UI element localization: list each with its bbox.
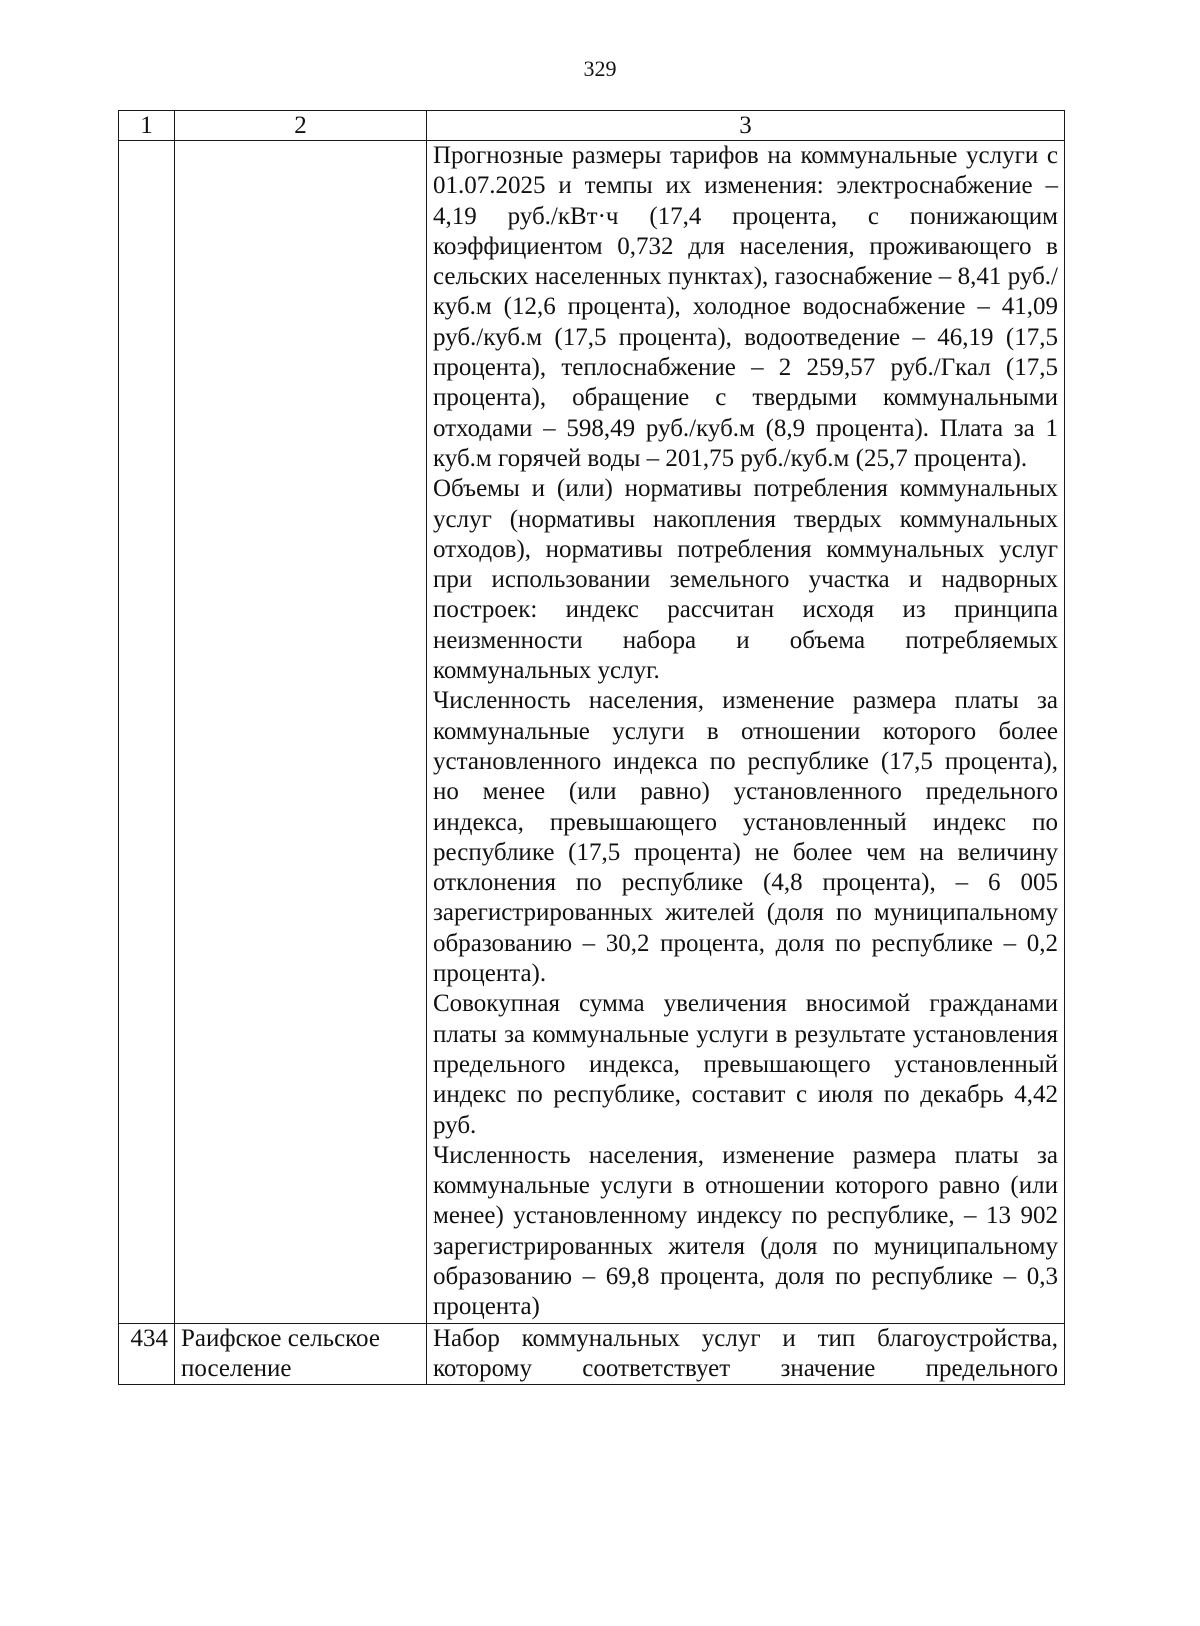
column-header-2: 2 — [175, 111, 427, 141]
table-row-continuation — [119, 141, 1065, 1324]
column-header-1: 1 — [119, 111, 175, 141]
row-number-cell — [119, 141, 175, 1324]
paragraph-utility-set: Набор коммунальных услуг и тип благоустройства, которому соответствует значение предельного — [433, 1324, 1058, 1382]
municipality-name-cell: Раифское сельское поселение — [175, 1323, 427, 1385]
table-row-434 — [119, 1323, 1065, 1385]
paragraph-volumes: Объемы и (или) нормативы потребления коммунальных услуг (нормативы накопления твердых коммунальных отходов), нормативы потребления коммунальных услуг при использовании земельного участка и надворных построек: индекс рассчитан исходя из принципа неизменности набора и объема потребляемых коммунальных услуг. — [433, 475, 1058, 685]
page-number: 329 — [583, 56, 617, 81]
description-cell — [427, 141, 1065, 1324]
paragraph-total-increase: Совокупная сумма увеличения вносимой гражданами платы за коммунальные услуги в результате установления предельного индекса, превышающего установленный индекс по республике, составит с июля по декабрь 4,42 руб. — [433, 990, 1058, 1139]
row-number-cell: 434 — [119, 1323, 175, 1385]
table-header-row — [119, 111, 1065, 141]
paragraph-population-within-index: Численность населения, изменение размера платы за коммунальные услуги в отношении которого равно (или менее) установленному индексу по республике, – 13 902 зарегистрированных жителя (доля по муниципальному образованию – 69,8 процента, доля по республике – 0,3 процента) — [433, 1141, 1058, 1321]
paragraph-population-above-index: Численность населения, изменение размера платы за коммунальные услуги в отношении которого более установленного индекса по республике (17,5 процента), но менее (или равно) установленного предельного индекса, превышающего установленный индекс по республике (17,5 процента) не более чем на величину отклонения по республике (4,8 процента), – 6 005 зарегистрированных жителей (доля по муниципальному образованию – 30,2 процента, доля по республике – 0,2 процента). — [433, 687, 1058, 988]
column-header-3: 3 — [427, 111, 1065, 141]
paragraph-tariffs: Прогнозные размеры тарифов на коммунальные услуги с 01.07.2025 и темпы их изменения: электроснабжение – 4,19 руб./кВт·ч (17,4 процента, с понижающим коэффициентом 0,732 для населения, проживающего в сельских населенных пунктах), газоснабжение – 8,41 руб./куб.м (12,6 процента), холодное водоснабжение – 41,09 руб./куб.м (17,5 процента), водоотведение – 46,19 (17,5 процента), теплоснабжение – 2 259,57 руб./Гкал (17,5 процента), обращение с твердыми коммунальными отходами – 598,49 руб./куб.м (8,9 процента). Плата за 1 куб.м горячей воды – 201,75 руб./куб.м (25,7 процента). — [433, 142, 1058, 472]
description-cell — [427, 1323, 1065, 1385]
municipality-name-cell — [175, 141, 427, 1324]
tariff-table — [118, 110, 1065, 1385]
